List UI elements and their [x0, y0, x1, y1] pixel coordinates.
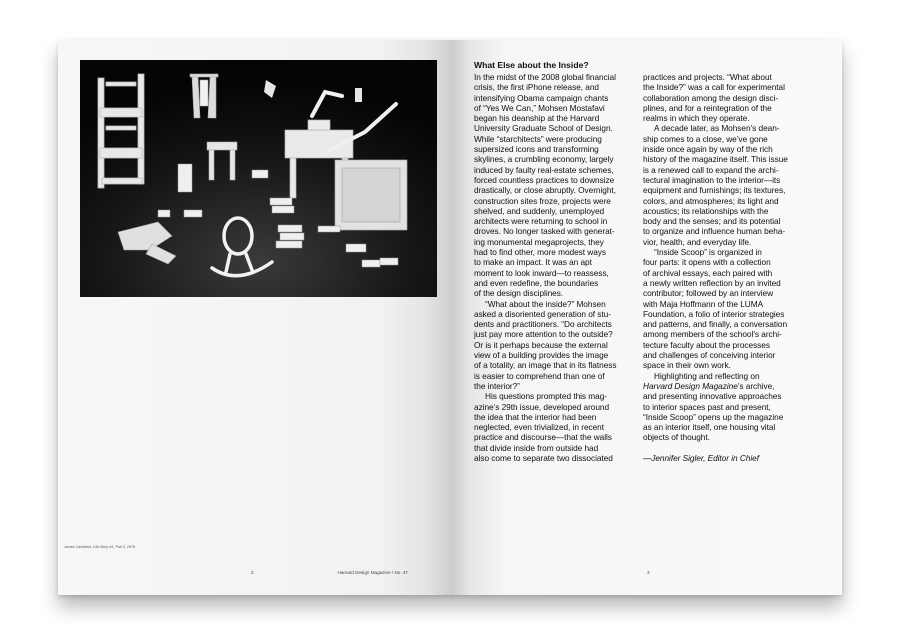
text-line: the Inside?” was a call for experimental — [643, 82, 785, 93]
text-line: Harvard Design Magazine’s archive, — [643, 380, 775, 391]
text-line: to organize and influence human beha- — [643, 226, 786, 237]
text-line: realms in which they operate. — [643, 113, 750, 124]
text-line: and patterns, and finally, a conversation — [643, 319, 788, 330]
text-line: began his deanship at the Harvard — [474, 113, 600, 124]
text-line: is a renewed call to expand the archi- — [643, 164, 779, 175]
text-line: asked a disoriented generation of stu- — [474, 308, 611, 319]
text-line: view of a building provides the image — [474, 350, 609, 361]
text-line: crisis, the first iPhone release, and — [474, 82, 599, 93]
text-line: Highlighting and reflecting on — [654, 370, 760, 381]
text-line: history of the magazine itself. This issue — [643, 154, 788, 165]
text-line: space in their own work. — [643, 360, 731, 371]
text-line: with Maja Hoffmann of the LUMA — [643, 298, 764, 309]
text-line: dents and practitioners. “Do architects — [474, 319, 612, 330]
text-line: to interior spaces past and present, — [643, 401, 771, 412]
text-line: body and the senses; and its potential — [643, 216, 781, 227]
text-line: and presenting innovative approaches — [643, 391, 782, 402]
text-line: objects of thought. — [643, 432, 710, 443]
running-footer: Harvard Design Magazine / No. 47 — [337, 570, 408, 575]
paper-furniture-image — [80, 60, 437, 297]
text-line: A decade later, as Mohsen’s dean- — [654, 123, 780, 134]
text-line: supersized icons and transforming — [474, 144, 599, 155]
article-title: What Else about the Inside? — [474, 60, 589, 70]
image-caption: James Casebere, Life Story #1, Part 3, 1978. — [64, 545, 136, 549]
text-line: In the midst of the 2008 global financial — [474, 72, 616, 82]
text-line: architects were returning to school in — [474, 216, 608, 227]
text-line: practice and discourse—that the walls — [474, 432, 612, 443]
text-line: neglected, even trivialized, in recent — [474, 422, 605, 433]
text-line: collaboration among the design disci- — [643, 92, 779, 103]
text-line: equipment and furnishings; its textures, — [643, 185, 786, 196]
text-line: “Inside Scoop” opens up the magazine — [643, 411, 784, 422]
text-line: forced countless practices to downsize — [474, 174, 615, 185]
text-line: ing monumental megaprojects, they — [474, 236, 604, 247]
text-line: and even redefine, the boundaries — [474, 277, 599, 288]
page-number-right: 3 — [647, 570, 650, 575]
text-line: drastically, or close abruptly. Overnight, — [474, 185, 616, 196]
left-page — [58, 40, 450, 595]
text-line: the idea that the interior had been — [474, 411, 597, 422]
right-page — [450, 40, 842, 595]
text-line: is easier to comprehend than one of — [474, 370, 605, 381]
text-line: intensifying Obama campaign chants — [474, 92, 609, 103]
text-column-1 — [474, 72, 641, 463]
text-line: vior, health, and everyday life. — [643, 236, 752, 247]
editorial-article — [474, 60, 814, 463]
text-line: just pay more attention to the outside? — [474, 329, 613, 340]
text-line: practices and projects. “What about — [643, 72, 772, 82]
text-line: “Inside Scoop” is organized in — [654, 247, 762, 258]
text-line: also come to separate two dissociated — [474, 452, 613, 463]
photograph — [80, 60, 437, 297]
text-line: among members of the school’s archi- — [643, 329, 782, 340]
text-line: that divide inside from outside had — [474, 442, 599, 453]
text-line: “What about the inside?” Mohsen — [485, 298, 606, 309]
text-line: the interior?” — [474, 380, 520, 391]
text-line: moment to look inward—to reassess, — [474, 267, 609, 278]
magazine-spread — [58, 40, 842, 595]
text-line: plines, and for a reintegration of the — [643, 102, 772, 113]
text-line: azine’s 29th issue, developed around — [474, 401, 610, 412]
text-line: construction sites froze, projects were — [474, 195, 611, 206]
text-line: While “starchitects” were producing — [474, 133, 602, 144]
text-line: and challenges of conceiving interior — [643, 350, 776, 361]
text-line: inside once again by way of the rich — [643, 144, 773, 155]
text-line: contributor; followed by an interview — [643, 288, 774, 299]
text-line: colors, and atmospheres; its light and — [643, 195, 779, 206]
text-line: a newly written reflection by an invited — [643, 277, 781, 288]
page-number-left: 2 — [251, 570, 254, 575]
text-line: of the design disciplines. — [474, 288, 564, 299]
text-line: induced by faulty real-estate schemes, — [474, 164, 614, 175]
text-column-2 — [643, 72, 810, 463]
text-line: acoustics; its relationships with the — [643, 205, 769, 216]
text-line: four parts: it opens with a collection — [643, 257, 771, 268]
signature: —Jennifer Sigler, Editor in Chief — [643, 452, 759, 463]
text-line: shelved, and suddenly, unemployed — [474, 205, 605, 216]
text-line: of a totality, an image that in its flatness — [474, 360, 617, 371]
text-line: His questions prompted this mag- — [485, 391, 607, 402]
text-line: tecture faculty about the processes — [643, 339, 770, 350]
text-line: as an interior itself, one housing vital — [643, 422, 776, 433]
text-line: had to find other, more modest ways — [474, 247, 606, 258]
text-line: tectural imagination to the interior—its — [643, 174, 781, 185]
text-line: skylines, a crumbling economy, largely — [474, 154, 614, 165]
text-line: to make an impact. It was an apt — [474, 257, 592, 268]
text-line: Or is it perhaps because the external — [474, 339, 608, 350]
text-line: Foundation, a folio of interior strategies — [643, 308, 785, 319]
text-line: of archival essays, each paired with — [643, 267, 773, 278]
text-line: of “Yes We Can,” Mohsen Mostafavi — [474, 102, 605, 113]
text-line: University Graduate School of Design. — [474, 123, 613, 134]
text-line: ship comes to a close, we’ve gone — [643, 133, 768, 144]
text-line: droves. No longer tasked with generat- — [474, 226, 615, 237]
